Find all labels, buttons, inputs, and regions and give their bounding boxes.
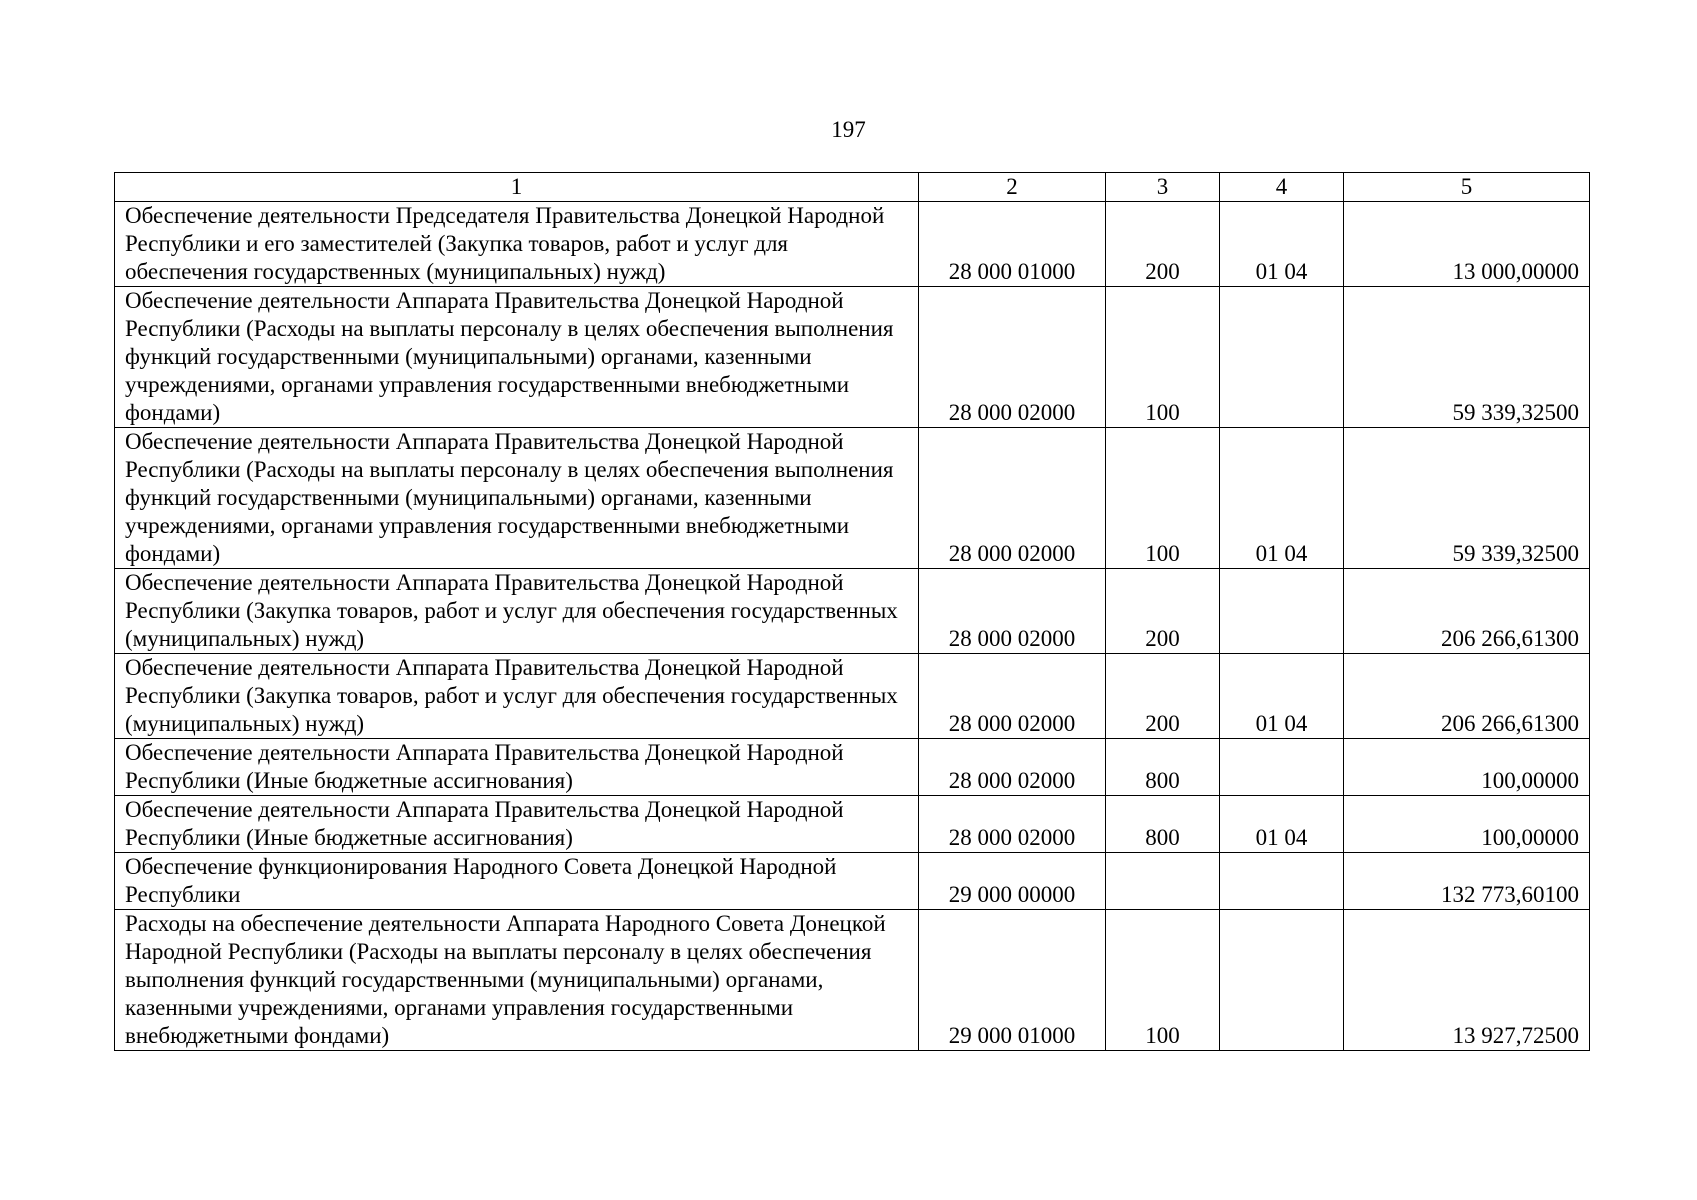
- table-row: [115, 202, 1590, 287]
- amount: 59 339,32500: [1344, 428, 1590, 569]
- target-code: 28 000 01000: [919, 202, 1106, 287]
- section-code: 01 04: [1220, 428, 1344, 569]
- section-code: [1220, 910, 1344, 1051]
- expense-name: Обеспечение деятельности Аппарата Правительства Донецкой Народной Республики (Закупка товаров, работ и услуг для обеспечения государственных (муниципальных) нужд): [115, 654, 919, 739]
- expense-type: 200: [1106, 202, 1220, 287]
- expense-name: Обеспечение деятельности Аппарата Правительства Донецкой Народной Республики (Иные бюджетные ассигнования): [115, 739, 919, 796]
- expense-name: Обеспечение деятельности Председателя Правительства Донецкой Народной Республики и его заместителей (Закупка товаров, работ и услуг для обеспечения государственных (муниципальных) нужд): [115, 202, 919, 287]
- amount: 100,00000: [1344, 796, 1590, 853]
- table-row: [115, 910, 1590, 1051]
- target-code: 28 000 02000: [919, 287, 1106, 428]
- table-body: [115, 202, 1590, 1051]
- target-code: 28 000 02000: [919, 739, 1106, 796]
- amount: 100,00000: [1344, 739, 1590, 796]
- column-header-1: 1: [115, 173, 919, 202]
- section-code: [1220, 853, 1344, 910]
- table-row: [115, 569, 1590, 654]
- target-code: 28 000 02000: [919, 654, 1106, 739]
- amount: 59 339,32500: [1344, 287, 1590, 428]
- amount: 132 773,60100: [1344, 853, 1590, 910]
- header-row: [115, 173, 1590, 202]
- section-code: 01 04: [1220, 654, 1344, 739]
- column-header-5: 5: [1344, 173, 1590, 202]
- target-code: 28 000 02000: [919, 428, 1106, 569]
- expense-type: 100: [1106, 287, 1220, 428]
- expense-type: [1106, 853, 1220, 910]
- expense-type: 200: [1106, 654, 1220, 739]
- table-row: [115, 796, 1590, 853]
- target-code: 29 000 01000: [919, 910, 1106, 1051]
- section-code: [1220, 569, 1344, 654]
- amount: 206 266,61300: [1344, 569, 1590, 654]
- page-number: 197: [831, 117, 866, 142]
- expense-name: Обеспечение деятельности Аппарата Правительства Донецкой Народной Республики (Расходы на выплаты персоналу в целях обеспечения выполнения функций государственными (муниципальными) органами, казенными учреждениями, органами управления государственными внебюджетными фондами): [115, 428, 919, 569]
- expense-type: 800: [1106, 739, 1220, 796]
- target-code: 29 000 00000: [919, 853, 1106, 910]
- column-header-4: 4: [1220, 173, 1344, 202]
- expense-type: 100: [1106, 910, 1220, 1051]
- table-row: [115, 739, 1590, 796]
- amount: 206 266,61300: [1344, 654, 1590, 739]
- column-header-2: 2: [919, 173, 1106, 202]
- expense-type: 100: [1106, 428, 1220, 569]
- column-header-3: 3: [1106, 173, 1220, 202]
- table-row: [115, 428, 1590, 569]
- section-code: [1220, 739, 1344, 796]
- table-row: [115, 287, 1590, 428]
- table-header: [115, 173, 1590, 202]
- table-row: [115, 654, 1590, 739]
- expense-name: Обеспечение деятельности Аппарата Правительства Донецкой Народной Республики (Иные бюджетные ассигнования): [115, 796, 919, 853]
- expense-type: 200: [1106, 569, 1220, 654]
- section-code: [1220, 287, 1344, 428]
- target-code: 28 000 02000: [919, 569, 1106, 654]
- section-code: 01 04: [1220, 796, 1344, 853]
- expense-name: Обеспечение деятельности Аппарата Правительства Донецкой Народной Республики (Закупка товаров, работ и услуг для обеспечения государственных (муниципальных) нужд): [115, 569, 919, 654]
- table-row: [115, 853, 1590, 910]
- amount: 13 000,00000: [1344, 202, 1590, 287]
- amount: 13 927,72500: [1344, 910, 1590, 1051]
- expense-name: Обеспечение деятельности Аппарата Правительства Донецкой Народной Республики (Расходы на выплаты персоналу в целях обеспечения выполнения функций государственными (муниципальными) органами, казенными учреждениями, органами управления государственными внебюджетными фондами): [115, 287, 919, 428]
- expense-type: 800: [1106, 796, 1220, 853]
- target-code: 28 000 02000: [919, 796, 1106, 853]
- section-code: 01 04: [1220, 202, 1344, 287]
- expense-name: Расходы на обеспечение деятельности Аппарата Народного Совета Донецкой Народной Республики (Расходы на выплаты персоналу в целях обеспечения выполнения функций государственными (муниципальными) органами, казенными учреждениями, органами управления государственными внебюджетными фондами): [115, 910, 919, 1051]
- budget-table: [114, 172, 1590, 1051]
- expense-name: Обеспечение функционирования Народного Совета Донецкой Народной Республики: [115, 853, 919, 910]
